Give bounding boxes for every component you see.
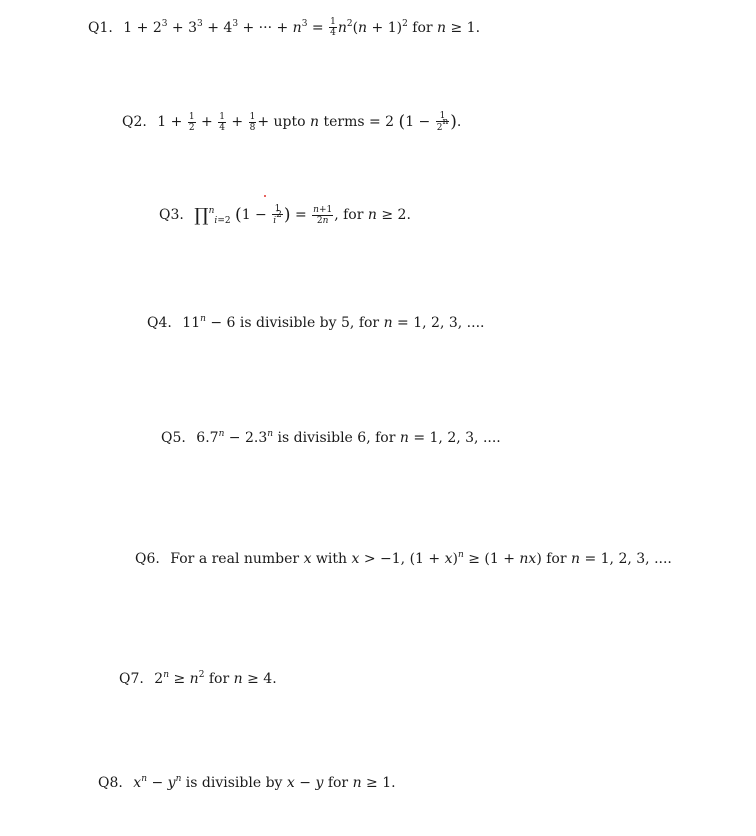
question-label: Q7. xyxy=(119,671,144,687)
question-2 xyxy=(122,111,461,133)
question-statement: $11^n - 6$ is divisible by 5, for n = 1, 2, 3, .... xyxy=(182,314,485,331)
question-label: Q8. xyxy=(98,775,123,791)
question-label: Q1. xyxy=(88,19,113,36)
question-statement: $x^n - y^n$ is divisible by x − y for n ≥ 1. xyxy=(133,774,396,791)
question-3 xyxy=(159,204,411,226)
question-label: Q5. xyxy=(161,430,186,446)
question-statement: $6.7^n - 2.3^n$ is divisible 6, for n = 1, 2, 3, .... xyxy=(196,429,501,446)
question-label: Q6. xyxy=(135,551,160,567)
question-label: Q2. xyxy=(122,114,147,130)
red-dot-mark xyxy=(264,195,266,197)
question-statement: $1 + 2^3 + 3^3 + 4^3$ + ··· + $n^3$ = $\frac{1}{4}$ $n^2(n + 1)^2$ for n ≥ 1. xyxy=(123,17,481,38)
question-label: Q3. xyxy=(159,207,184,223)
question-statement: For a real number x with x > −1, $(1 + x)^n \ge (1 + nx)$ for n = 1, 2, 3, .... xyxy=(170,550,672,567)
question-7 xyxy=(119,669,277,689)
question-6 xyxy=(135,549,672,569)
question-4 xyxy=(147,313,484,333)
question-8 xyxy=(98,773,396,793)
question-statement: ∏$^n_{i=2}$ (1 − $\frac{1}{i^2}$ ) = $\frac{n+1}{2n}$ , for n ≥ 2. xyxy=(194,204,411,226)
question-statement: 1 + $\frac{1}{2}$ + $\frac{1}{4}$ + $\frac{1}{8}$ + upto n terms = 2 (1 − $\frac{1}{2^n}$ ). xyxy=(157,111,462,133)
question-statement: $2^n \ge n^2$ for n ≥ 4. xyxy=(154,670,277,687)
question-1 xyxy=(88,17,480,38)
question-5 xyxy=(161,428,501,448)
question-label: Q4. xyxy=(147,315,172,331)
